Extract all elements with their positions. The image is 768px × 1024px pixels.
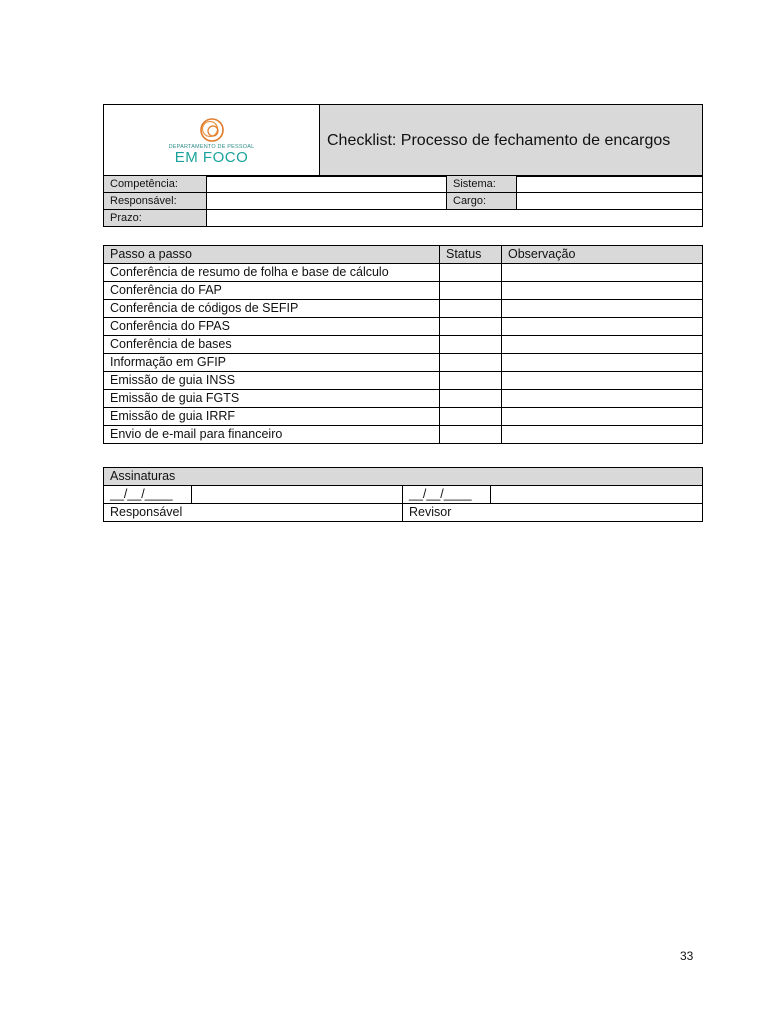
- status-field[interactable]: [440, 372, 502, 390]
- cargo-field[interactable]: [517, 193, 703, 210]
- table-row: [104, 318, 703, 336]
- step-label: Conferência do FAP: [104, 282, 440, 300]
- left-signature-field[interactable]: [192, 486, 403, 504]
- prazo-field[interactable]: [207, 210, 703, 227]
- observation-field[interactable]: [502, 390, 703, 408]
- circles-logo-icon: [197, 117, 227, 143]
- observation-field[interactable]: [502, 408, 703, 426]
- observation-field[interactable]: [502, 372, 703, 390]
- observation-field[interactable]: [502, 264, 703, 282]
- page-number: 33: [680, 949, 694, 963]
- logo-main-text: EM FOCO: [174, 148, 249, 166]
- signatures-title: Assinaturas: [104, 468, 703, 486]
- table-row: [104, 426, 703, 444]
- status-field[interactable]: [440, 282, 502, 300]
- table-row: [104, 408, 703, 426]
- step-label: Informação em GFIP: [104, 354, 440, 372]
- header-table: [103, 104, 703, 177]
- observation-field[interactable]: [502, 426, 703, 444]
- company-logo: [169, 117, 255, 165]
- observation-field[interactable]: [502, 354, 703, 372]
- table-row: [104, 390, 703, 408]
- status-field[interactable]: [440, 390, 502, 408]
- step-label: Conferência do FPAS: [104, 318, 440, 336]
- prazo-label: Prazo:: [104, 210, 207, 227]
- table-row: [104, 354, 703, 372]
- left-date-field[interactable]: __/__/____: [104, 486, 192, 504]
- status-field[interactable]: [440, 300, 502, 318]
- right-date-field[interactable]: __/__/____: [403, 486, 491, 504]
- table-row: [104, 372, 703, 390]
- sistema-label: Sistema:: [447, 176, 517, 193]
- status-field[interactable]: [440, 318, 502, 336]
- revisor-signature-label: Revisor: [403, 504, 703, 522]
- table-row: [104, 336, 703, 354]
- observation-field[interactable]: [502, 300, 703, 318]
- steps-header-obs: Observação: [502, 246, 703, 264]
- step-label: Emissão de guia FGTS: [104, 390, 440, 408]
- step-label: Conferência de bases: [104, 336, 440, 354]
- info-table: [103, 175, 703, 227]
- steps-header-status: Status: [440, 246, 502, 264]
- status-field[interactable]: [440, 426, 502, 444]
- logo-cell: [104, 105, 320, 177]
- signatures-table: [103, 467, 703, 522]
- responsavel-field[interactable]: [207, 193, 447, 210]
- competencia-field[interactable]: [207, 176, 447, 193]
- page-title: Checklist: Processo de fechamento de encargos: [320, 105, 703, 177]
- observation-field[interactable]: [502, 336, 703, 354]
- status-field[interactable]: [440, 408, 502, 426]
- table-row: [104, 264, 703, 282]
- status-field[interactable]: [440, 264, 502, 282]
- cargo-label: Cargo:: [447, 193, 517, 210]
- step-label: Conferência de códigos de SEFIP: [104, 300, 440, 318]
- step-label: Emissão de guia INSS: [104, 372, 440, 390]
- steps-table: [103, 245, 703, 444]
- steps-header-step: Passo a passo: [104, 246, 440, 264]
- responsavel-signature-label: Responsável: [104, 504, 403, 522]
- right-signature-field[interactable]: [491, 486, 703, 504]
- step-label: Emissão de guia IRRF: [104, 408, 440, 426]
- observation-field[interactable]: [502, 282, 703, 300]
- status-field[interactable]: [440, 336, 502, 354]
- observation-field[interactable]: [502, 318, 703, 336]
- responsavel-label: Responsável:: [104, 193, 207, 210]
- step-label: Conferência de resumo de folha e base de cálculo: [104, 264, 440, 282]
- step-label: Envio de e-mail para financeiro: [104, 426, 440, 444]
- table-row: [104, 282, 703, 300]
- sistema-field[interactable]: [517, 176, 703, 193]
- competencia-label: Competência:: [104, 176, 207, 193]
- logo-department-text: DEPARTAMENTO DE PESSOAL: [168, 143, 255, 150]
- table-row: [104, 300, 703, 318]
- status-field[interactable]: [440, 354, 502, 372]
